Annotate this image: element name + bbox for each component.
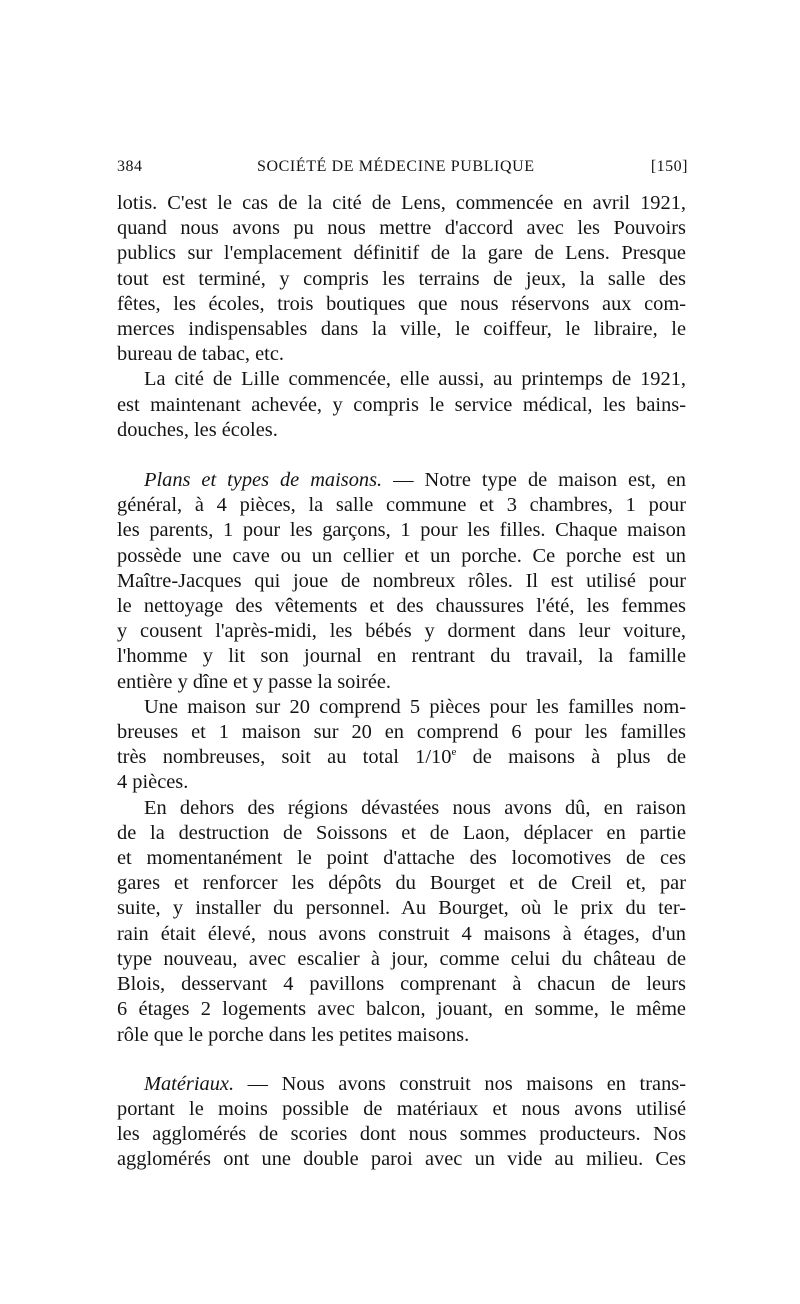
text-line: [117, 468, 686, 493]
paragraph-plans: [117, 468, 686, 695]
running-title: SOCIÉTÉ DE MÉDECINE PUBLIQUE: [257, 158, 535, 175]
text-line: merces indispensables dans la ville, le coiffeur, le libraire, le: [117, 318, 686, 341]
text-line: 6 étages 2 logements avec balcon, jouant, en somme, le même: [117, 998, 686, 1021]
text-line: suite, y installer du personnel. Au Bourget, où le prix du ter-: [117, 897, 686, 920]
text-line: publics sur l'emplacement définitif de la gare de Lens. Presque: [117, 242, 686, 265]
text-line: agglomérés ont une double paroi avec un vide au milieu. Ces: [117, 1148, 686, 1171]
text-line: et momentanément le point d'attache des locomotives de ces: [117, 847, 686, 870]
section-heading-materials: Matériaux.: [144, 1072, 235, 1095]
paragraph-lille: [117, 367, 686, 443]
text-line: quand nous avons pu nous mettre d'accord avec les Pouvoirs: [117, 217, 686, 240]
paragraph-large-families: [117, 695, 686, 796]
text-line: type nouveau, avec escalier à jour, comme celui du château de: [117, 947, 686, 970]
text-line: l'homme y lit son journal en rentrant du travail, la famille: [117, 645, 686, 668]
text-line: 4 pièces.: [117, 771, 189, 794]
text-line: gares et renforcer les dépôts du Bourget et de Creil et, par: [117, 872, 686, 895]
text-line: lotis. C'est le cas de la cité de Lens, commencée en avril 1921,: [117, 192, 686, 214]
text-fragment: très nombreuses, soit au total 1/10: [117, 746, 452, 769]
text-line: douches, les écoles.: [117, 418, 278, 441]
text-line: breuses et 1 maison sur 20 en comprend 6 pour les familles: [117, 721, 686, 744]
bracketed-page-number: [150]: [650, 158, 688, 175]
section-gap: [117, 443, 686, 468]
page-number: 384: [117, 158, 143, 175]
text-line: La cité de Lille commencée, elle aussi, au printemps de 1921,: [144, 368, 686, 391]
text-line: Blois, desservant 4 pavillons comprenant à chacun de leurs: [117, 973, 686, 996]
text-fragment: de maisons à plus de: [456, 746, 686, 769]
text-line: [117, 1072, 686, 1097]
running-head: [117, 156, 686, 182]
text-line: est maintenant achevée, y compris le service médical, les bains-: [117, 393, 686, 416]
text-line: possède une cave ou un cellier et un porche. Ce porche est un: [117, 544, 686, 567]
text-line: En dehors des régions dévastées nous avons dû, en raison: [144, 796, 686, 819]
text-line: entière y dîne et y passe la soirée.: [117, 670, 392, 693]
text-line: de la destruction de Soissons et de Laon, déplacer en partie: [117, 821, 686, 844]
text-line: rain était élevé, nous avons construit 4 maisons à étages, d'un: [117, 922, 686, 945]
text-line: bureau de tabac, etc.: [117, 343, 284, 366]
paragraph-materials: [117, 1072, 686, 1173]
text-line: Une maison sur 20 comprend 5 pièces pour les familles nom-: [144, 695, 686, 718]
section-heading-plans: Plans et types de maisons.: [144, 469, 383, 492]
text-line: les parents, 1 pour les garçons, 1 pour les filles. Chaque maison: [117, 519, 686, 542]
paragraph-lens: [117, 191, 686, 367]
text-line: portant le moins possible de matériaux et nous avons utilisé: [117, 1097, 686, 1120]
section-gap: [117, 1048, 686, 1072]
text-line: fêtes, les écoles, trois boutiques que nous réservons aux com-: [117, 292, 686, 315]
body-text: [117, 191, 686, 1173]
paragraph-outside-devastated: [117, 796, 686, 1048]
text-line: le nettoyage des vêtements et des chaussures l'été, les femmes: [117, 595, 686, 618]
superscript: e: [451, 746, 457, 759]
text-line: tout est terminé, y compris les terrains de jeux, la salle des: [117, 267, 686, 290]
text-fragment: — Notre type de maison est, en: [382, 469, 687, 492]
text-line: les agglomérés de scories dont nous sommes producteurs. Nos: [117, 1123, 686, 1146]
text-fragment: — Nous avons construit nos maisons en trans-: [234, 1072, 686, 1095]
text-line: [117, 745, 686, 770]
text-line: rôle que le porche dans les petites maisons.: [117, 1023, 470, 1046]
text-line: général, à 4 pièces, la salle commune et 3 chambres, 1 pour: [117, 494, 686, 517]
page: [117, 156, 686, 1173]
text-line: Maître-Jacques qui joue de nombreux rôles. Il est utilisé pour: [117, 569, 686, 592]
text-line: y cousent l'après-midi, les bébés y dorment dans leur voiture,: [117, 620, 686, 643]
